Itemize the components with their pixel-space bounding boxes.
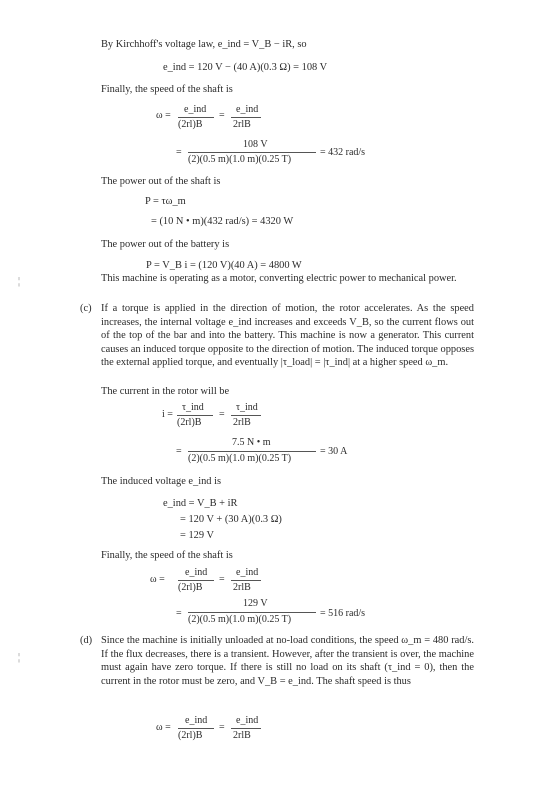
equation: P = V_B i = (120 V)(40 A) = 4800 W — [146, 260, 302, 271]
equals-sign: = — [176, 608, 182, 619]
fraction-denominator: (2)(0.5 m)(1.0 m)(0.25 T) — [188, 614, 292, 625]
fraction-numerator: e_ind — [236, 567, 259, 578]
margin-mark: ¦ — [18, 276, 21, 287]
fraction-numerator: e_ind — [184, 104, 207, 115]
equation-result: = 432 rad/s — [320, 147, 366, 158]
fraction-bar — [231, 580, 261, 581]
equals-sign: = — [219, 722, 225, 733]
fraction-bar — [231, 415, 261, 416]
fraction-bar — [188, 612, 316, 613]
fraction-denominator: 2rlB — [233, 582, 251, 593]
equals-sign: = — [219, 110, 225, 121]
fraction-denominator: 2rlB — [233, 730, 251, 741]
text-line: The current in the rotor will be — [101, 386, 230, 397]
fraction-bar — [231, 117, 261, 118]
fraction-numerator: τ_ind — [182, 402, 204, 413]
text-line: The power out of the battery is — [101, 239, 230, 250]
fraction-bar — [178, 580, 214, 581]
equation-lhs: ω = — [156, 722, 171, 733]
equation-lhs: ω = — [156, 110, 171, 121]
fraction-denominator: (2rl)B — [178, 119, 203, 130]
equation: P = τω_m — [145, 196, 186, 207]
equals-sign: = — [219, 574, 225, 585]
text-line: The power out of the shaft is — [101, 176, 221, 187]
margin-mark: ¦ — [18, 652, 21, 663]
paragraph: This machine is operating as a motor, converting electric power to mechanical power. — [101, 273, 457, 284]
text-line: By Kirchhoff's voltage law, e_ind = V_B − iR, so — [101, 39, 307, 50]
equals-sign: = — [219, 409, 225, 420]
paragraph: Since the machine is initially unloaded at no-load conditions, the speed ω_m = 480 rad/s. If the flux decreases, there is a transient. However, after the transient is over, the machine must again have zero torque. If there is still no load on its shaft (τ_ind = 0), then the current in the rotor must be zero, and V_B = e_ind. The shaft speed is thus — [101, 635, 474, 687]
equation: e_ind = V_B + iR — [163, 498, 238, 509]
paragraph: If a torque is applied in the direction of motion, the rotor accelerates. As the speed increases, the internal voltage e_ind increases and exceeds V_B, so the current flows out of the top of the bar and into the battery. This machine is now a generator. This current causes an induced torque opposite to the direction of motion. The induced torque opposes the external applied torque, and eventually |τ_load| = |τ_ind| at a higher speed ω_m. — [101, 303, 474, 369]
equation: = 129 V — [180, 530, 214, 541]
equation: = 120 V + (30 A)(0.3 Ω) — [180, 514, 282, 525]
text-line: The induced voltage e_ind is — [101, 476, 222, 487]
fraction-numerator: e_ind — [236, 715, 259, 726]
fraction-denominator: (2rl)B — [178, 730, 203, 741]
fraction-denominator: (2)(0.5 m)(1.0 m)(0.25 T) — [188, 453, 292, 464]
item-label: (c) — [80, 303, 92, 314]
equation-result: = 30 A — [320, 446, 348, 457]
equation-result: = 516 rad/s — [320, 608, 366, 619]
fraction-bar — [231, 728, 261, 729]
fraction-numerator: e_ind — [185, 715, 208, 726]
fraction-bar — [178, 728, 214, 729]
fraction-bar — [178, 117, 214, 118]
fraction-denominator: 2rlB — [233, 119, 251, 130]
fraction-denominator: (2)(0.5 m)(1.0 m)(0.25 T) — [188, 154, 292, 165]
equation: = (10 N • m)(432 rad/s) = 4320 W — [151, 216, 294, 227]
fraction-numerator: e_ind — [185, 567, 208, 578]
item-label: (d) — [80, 635, 93, 646]
equation-lhs: ω = — [150, 574, 165, 585]
fraction-bar — [188, 451, 316, 452]
fraction-numerator: e_ind — [236, 104, 259, 115]
equation-lhs: i = — [162, 409, 173, 420]
fraction-denominator: (2rl)B — [177, 417, 202, 428]
fraction-bar — [177, 415, 213, 416]
text-line: Finally, the speed of the shaft is — [101, 550, 233, 561]
fraction-numerator: τ_ind — [236, 402, 258, 413]
equals-sign: = — [176, 147, 182, 158]
fraction-numerator: 108 V — [243, 139, 268, 150]
equation: e_ind = 120 V − (40 A)(0.3 Ω) = 108 V — [163, 62, 328, 73]
text-line: Finally, the speed of the shaft is — [101, 84, 233, 95]
fraction-bar — [188, 152, 316, 153]
fraction-numerator: 7.5 N • m — [232, 437, 271, 448]
fraction-denominator: (2rl)B — [178, 582, 203, 593]
fraction-denominator: 2rlB — [233, 417, 251, 428]
fraction-numerator: 129 V — [243, 598, 268, 609]
equals-sign: = — [176, 446, 182, 457]
